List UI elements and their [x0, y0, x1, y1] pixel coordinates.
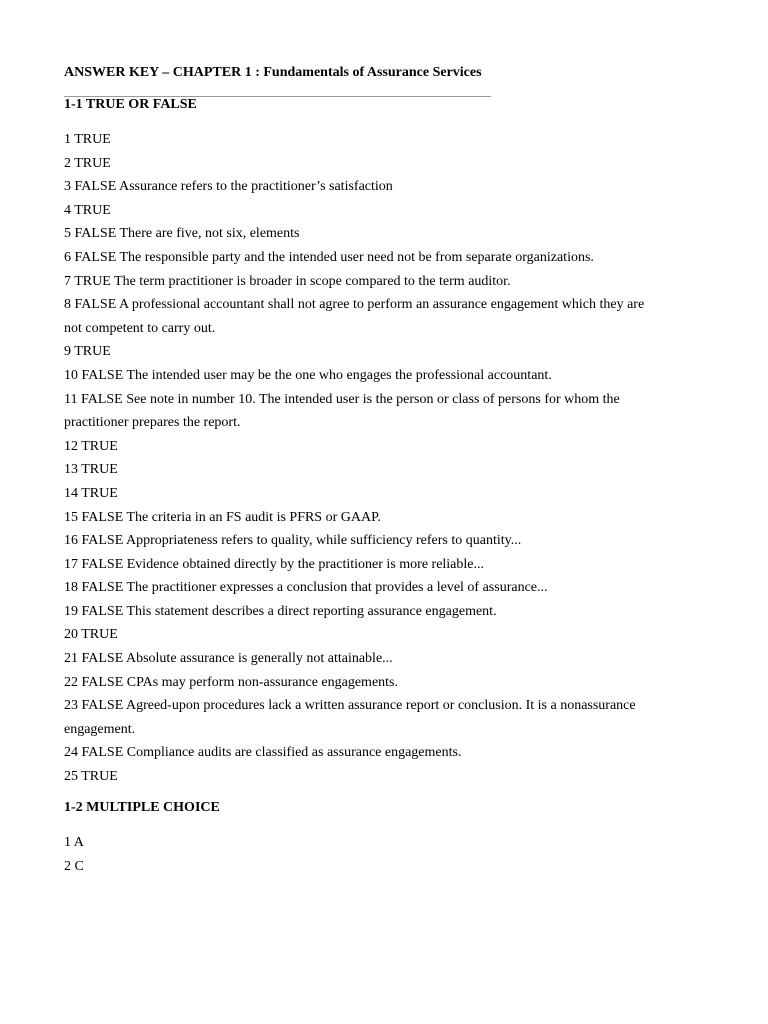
- answer-item: 24 FALSE Compliance audits are classified as assurance engagements.: [64, 745, 462, 761]
- answer-item: 17 FALSE Evidence obtained directly by the practitioner is more reliable...: [64, 556, 484, 572]
- section-heading-true-or-false: 1-1 TRUE OR FALSE: [64, 97, 197, 112]
- answer-item: 25 TRUE: [64, 769, 118, 785]
- answer-item: 18 FALSE The practitioner expresses a conclusion that provides a level of assurance...: [64, 580, 548, 596]
- multiple-choice-answer-list: [64, 831, 664, 878]
- answer-item: 7 TRUE The term practitioner is broader in scope compared to the term auditor.: [64, 273, 511, 289]
- answer-item: 20 TRUE: [64, 627, 118, 643]
- answer-item: 15 FALSE The criteria in an FS audit is PFRS or GAAP.: [64, 509, 381, 525]
- answer-item: 13 TRUE: [64, 462, 118, 478]
- section-heading-multiple-choice: 1-2 MULTIPLE CHOICE: [64, 800, 220, 815]
- answer-item: 16 FALSE Appropriateness refers to quality, while sufficiency refers to quantity...: [64, 533, 522, 549]
- answer-item: 14 TRUE: [64, 485, 118, 501]
- answer-item: 22 FALSE CPAs may perform non-assurance engagements.: [64, 674, 398, 690]
- answer-item: 11 FALSE See note in number 10. The intended user is the person or class of persons for whom the practitioner prepares the report.: [64, 391, 620, 431]
- answer-item: 5 FALSE There are five, not six, elements: [64, 226, 300, 242]
- answer-item: 2 C: [64, 858, 84, 874]
- document-title: ANSWER KEY – CHAPTER 1 : Fundamentals of Assurance Services: [64, 65, 482, 80]
- answer-item: 8 FALSE A professional accountant shall not agree to perform an assurance engagement which they are not competent to carry out.: [64, 297, 645, 336]
- answer-item: 21 FALSE Absolute assurance is generally not attainable...: [64, 651, 393, 667]
- answer-item: 3 FALSE Assurance refers to the practitioner’s satisfaction: [64, 179, 393, 195]
- answer-item: 12 TRUE: [64, 438, 118, 454]
- answer-item: 1 A: [64, 835, 84, 850]
- answer-item: 19 FALSE This statement describes a direct reporting assurance engagement.: [64, 603, 497, 619]
- true-or-false-answer-list: [64, 128, 664, 789]
- answer-item: 1 TRUE: [64, 132, 111, 147]
- answer-item: 23 FALSE Agreed-upon procedures lack a written assurance report or conclusion. It is a nonassurance engagement.: [64, 698, 636, 737]
- answer-item: 9 TRUE: [64, 344, 111, 360]
- answer-item: 6 FALSE The responsible party and the intended user need not be from separate organizations.: [64, 249, 594, 265]
- answer-item: 2 TRUE: [64, 155, 111, 171]
- answer-item: 10 FALSE The intended user may be the one who engages the professional accountant.: [64, 367, 552, 383]
- answer-item: 4 TRUE: [64, 202, 111, 218]
